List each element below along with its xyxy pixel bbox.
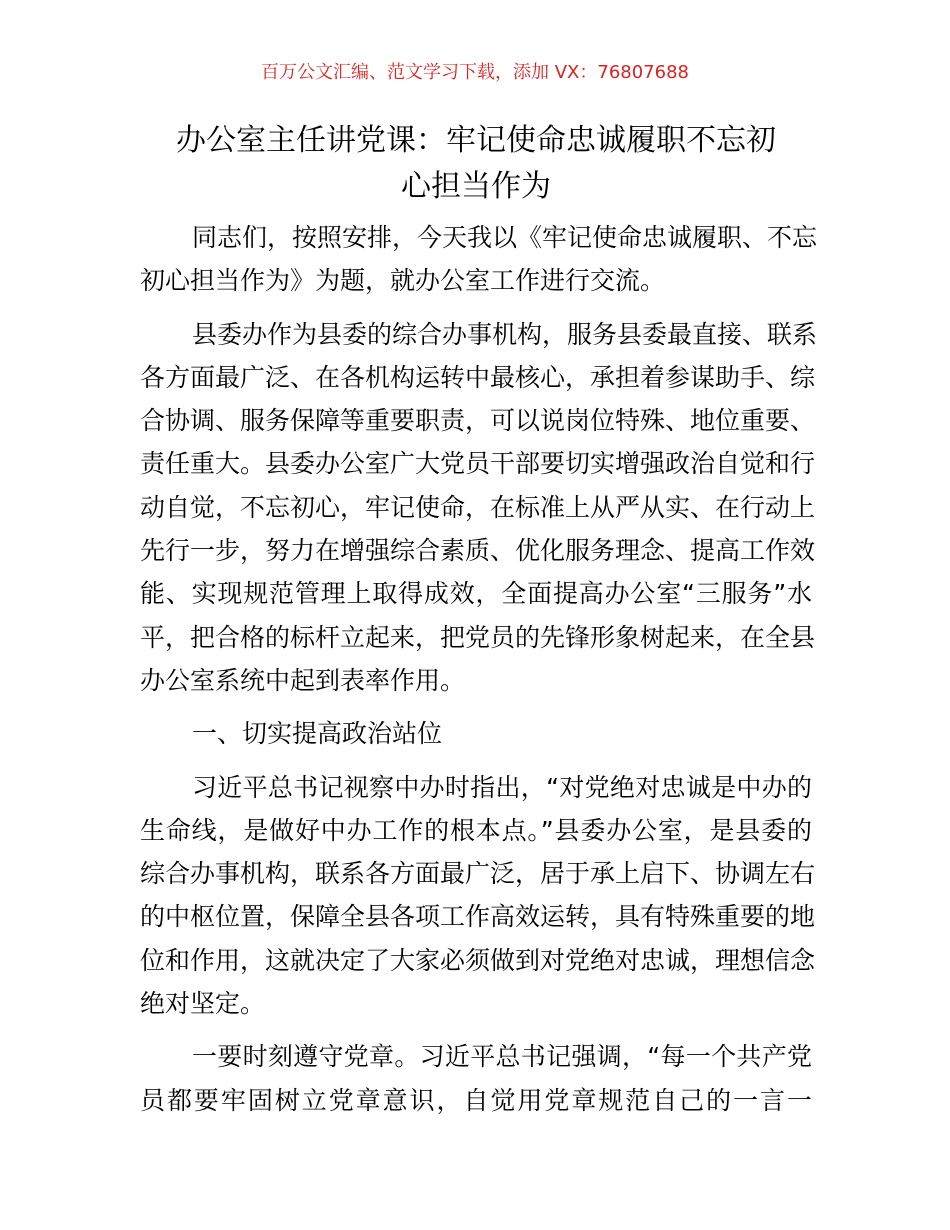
paragraph xyxy=(140,1035,812,1122)
text-line: 一要时刻遵守党章。习近平总书记强调，“每一个共产党 xyxy=(192,1042,812,1072)
text-line: 位和作用，这就决定了大家必须做到对党绝对忠诚，理想信念 xyxy=(140,945,816,975)
document-title xyxy=(140,118,812,210)
paragraph xyxy=(140,766,816,1026)
text-line: 各方面最广泛、在各机构运转中最核心，承担着参谋助手、综 xyxy=(140,362,816,392)
text-line: 办公室系统中起到表率作用。 xyxy=(140,665,466,695)
text-line: 绝对坚定。 xyxy=(140,989,266,1019)
paragraph xyxy=(140,216,818,303)
text-line: 一、切实提高政治站位 xyxy=(192,719,443,749)
watermark-banner: 百万公文汇编、范文学习下载，添加 VX：76807688 xyxy=(261,62,689,83)
text-line: 先行一步，努力在增强综合素质、优化服务理念、提高工作效 xyxy=(140,536,816,566)
text-line: 综合办事机构，联系各方面最广泛，居于承上启下、协调左右 xyxy=(140,859,816,889)
paragraph xyxy=(140,712,812,755)
text-line: 同志们，按照安排，今天我以《牢记使命忠诚履职、不忘 xyxy=(192,223,818,252)
text-line: 责任重大。县委办公室广大党员干部要切实增强政治自觉和行 xyxy=(140,449,816,479)
text-line: 初心担当作为》为题，就办公室工作进行交流。 xyxy=(140,266,666,296)
text-line: 能、实现规范管理上取得成效，全面提高办公室“三服务”水 xyxy=(140,579,812,609)
text-line: 平，把合格的标杆立起来，把党员的先锋形象树起来，在全县 xyxy=(140,622,816,652)
document-body xyxy=(140,216,818,1132)
text-line: 员都要牢固树立党章意识，自觉用党章规范自己的一言一 xyxy=(140,1085,812,1115)
text-line: 习近平总书记视察中办时指出，“对党绝对忠诚是中办的 xyxy=(192,772,812,802)
text-line: 的中枢位置，保障全县各项工作高效运转，具有特殊重要的地 xyxy=(140,902,816,932)
text-line: 动自觉，不忘初心，牢记使命，在标准上从严从实、在行动上 xyxy=(140,492,816,522)
text-line: 合协调、服务保障等重要职责，可以说岗位特殊、地位重要、 xyxy=(140,406,816,436)
text-line: 生命线，是做好中办工作的根本点。”县委办公室，是县委的 xyxy=(140,815,812,845)
text-line: 县委办作为县委的综合办事机构，服务县委最直接、联系 xyxy=(192,319,818,349)
title-line: 办公室主任讲党课：牢记使命忠诚履职不忘初 xyxy=(176,123,776,158)
paragraph xyxy=(140,313,818,703)
title-line: 心担当作为 xyxy=(401,169,551,204)
